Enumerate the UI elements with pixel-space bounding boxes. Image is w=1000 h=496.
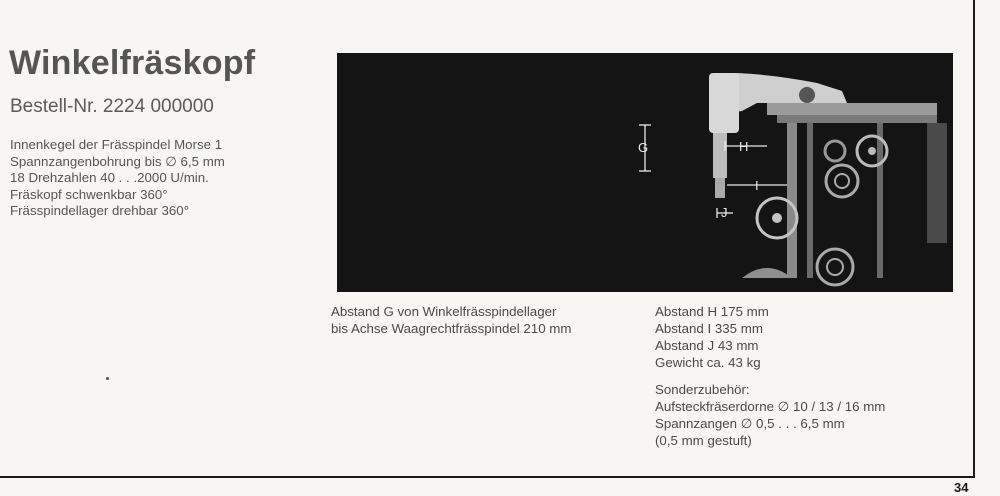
dimension-item: Abstand J 43 mm: [655, 338, 759, 353]
spec-item: Spannzangenbohrung bis ∅ 6,5 mm: [10, 153, 225, 169]
order-number: Bestell-Nr. 2224 000000: [10, 96, 214, 117]
accessory-item: Spannzangen ∅ 0,5 . . . 6,5 mm: [655, 416, 845, 431]
spec-item: Innenkegel der Frässpindel Morse 1: [10, 137, 223, 152]
page-border-bottom: [0, 476, 975, 478]
dimension-item: Gewicht ca. 43 kg: [655, 355, 761, 370]
accessory-item: (0,5 mm gestuft): [655, 433, 752, 448]
spec-item: 18 Drehzahlen 40 . . .2000 U/min.: [10, 170, 209, 185]
page-border-right: [973, 0, 975, 478]
spec-item: Fräskopf schwenkbar 360°: [10, 186, 168, 202]
dimension-label-j: J: [721, 205, 728, 220]
accessory-item: Aufsteckfräserdorne ∅ 10 / 13 / 16 mm: [655, 399, 886, 414]
dimension-item: Abstand H 175 mm: [655, 304, 769, 319]
milling-head-illustration: [337, 53, 953, 292]
dimension-label-h: H: [739, 139, 749, 154]
product-photo: [337, 53, 953, 292]
page-title: Winkelfräskopf: [9, 44, 256, 82]
caption-distance-g: [331, 303, 571, 337]
spec-item: Frässpindellager drehbar 360°: [10, 203, 190, 218]
caption-dimensions: [655, 303, 885, 449]
spec-list: [10, 137, 225, 220]
caption-line: bis Achse Waagrechtfrässpindel 210 mm: [331, 321, 572, 336]
dimension-label-i: I: [755, 178, 759, 193]
dimension-item: Abstand I 335 mm: [655, 321, 763, 336]
stray-dot: [106, 377, 109, 380]
dimension-label-g: G: [638, 140, 649, 155]
caption-line: Abstand G von Winkelfrässpindellager: [331, 304, 557, 319]
accessories-heading: Sonderzubehör:: [655, 382, 750, 397]
page-number: 34: [954, 480, 969, 495]
